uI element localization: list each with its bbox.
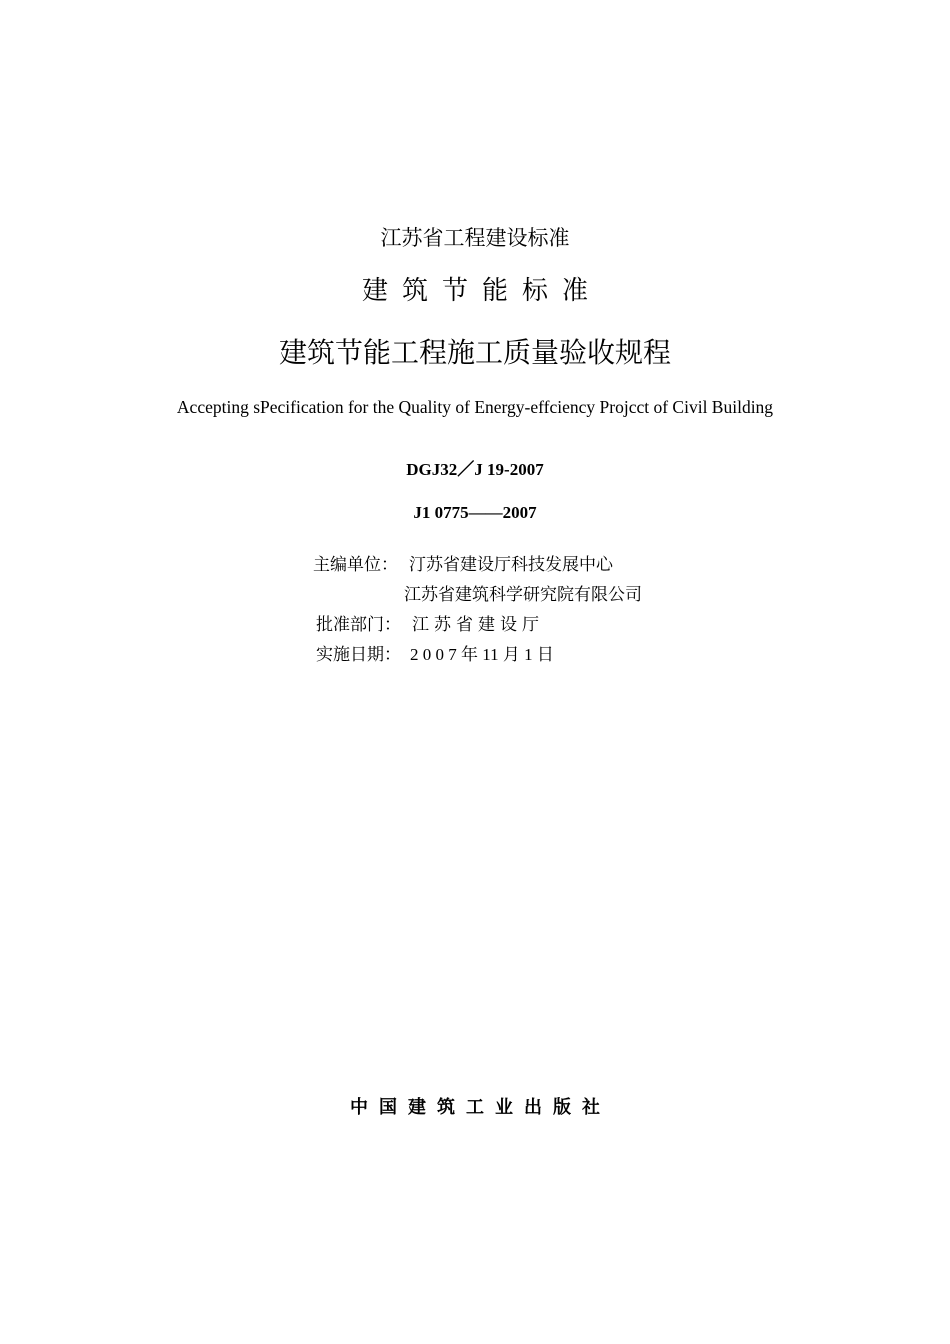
document-title: 建筑节能工程施工质量验收规程 xyxy=(278,336,671,369)
publisher: 中国建筑工业出版社 xyxy=(350,1097,611,1118)
approver-label: 批准部门： xyxy=(316,615,401,635)
editor-unit-1: 汀苏省建设厅科技发展中心 xyxy=(409,555,613,575)
record-code: J1 0775——2007 xyxy=(413,503,537,522)
effective-date: 2 0 0 7 年 11 月 1 日 xyxy=(410,645,554,664)
standard-category: 建筑节能标准 xyxy=(361,276,602,306)
effective-date-label: 实施日期： xyxy=(316,645,401,665)
document-title-english: Accepting sPecification for the Quality of Energy-effciency Projcct of Civil Building xyxy=(176,397,774,417)
approver-department: 江苏省建设厅 xyxy=(412,615,544,635)
standard-series: 江苏省工程建设标准 xyxy=(380,226,570,250)
editor-label: 主编单位： xyxy=(313,555,398,575)
editor-unit-2: 江苏省建筑科学研究院有限公司 xyxy=(404,585,642,605)
standard-code: DGJ32／J 19-2007 xyxy=(406,460,544,479)
